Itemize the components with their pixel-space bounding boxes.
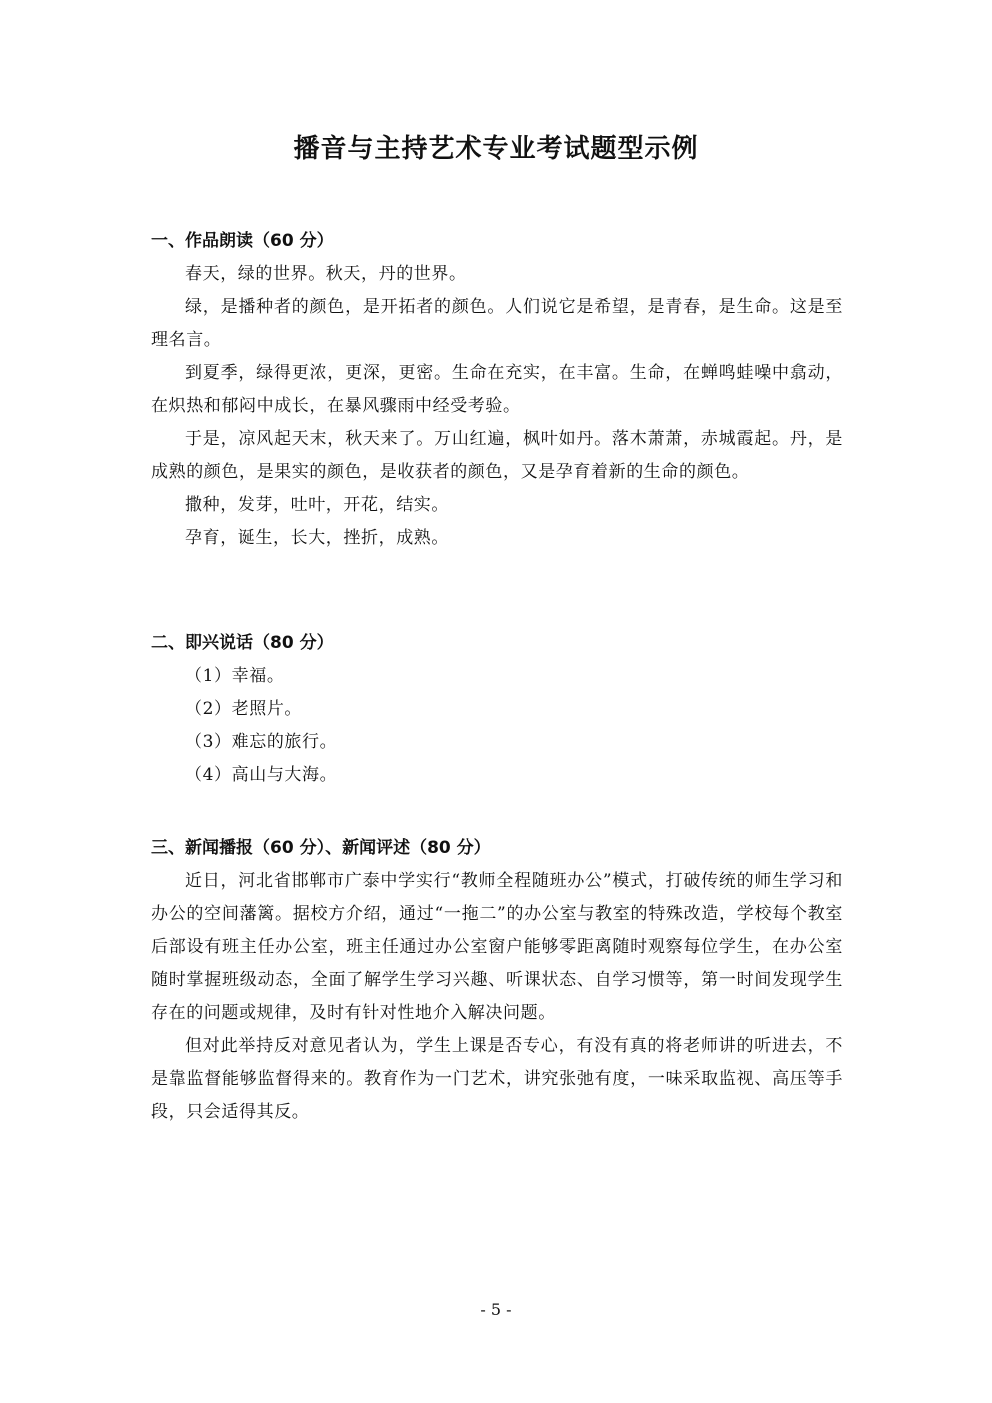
page-number: - 5 -	[480, 1300, 512, 1319]
paragraph: 撒种，发芽，吐叶，开花，结实。	[185, 495, 449, 515]
section-heading: 三、新闻播报（60 分）、新闻评述（80 分）	[151, 838, 491, 858]
paragraph: 到夏季，绿得更浓，更深，更密。生命在充实，在丰富。生命，在蝉鸣蛙噪中翕动，在炽热和郁闷中成长，在暴风骤雨中经受考验。	[151, 363, 843, 416]
paragraph: 但对此举持反对意见者认为，学生上课是否专心，有没有真的将老师讲的听进去，不是靠监督能够监督得来的。教育作为一门艺术，讲究张弛有度，一味采取监视、高压等手段，只会适得其反。	[151, 1036, 843, 1122]
list-item: （1）幸福。	[185, 666, 285, 686]
list-item: （4）高山与大海。	[185, 765, 338, 785]
paragraph: 近日，河北省邯郸市广泰中学实行“教师全程随班办公”模式，打破传统的师生学习和办公的空间藩篱。据校方介绍，通过“一拖二”的办公室与教室的特殊改造，学校每个教室后部设有班主任办公室，班主任通过办公室窗户能够零距离随时观察每位学生，在办公室随时掌握班级动态，全面了解学生学习兴趣、听课状态、自学习惯等，第一时间发现学生存在的问题或规律，及时有针对性地介入解决问题。	[151, 871, 843, 1023]
section-news	[151, 832, 843, 1129]
paragraph: 于是，凉风起天末，秋天来了。万山红遍，枫叶如丹。落木萧萧，赤城霞起。丹，是成熟的颜色，是果实的颜色，是收获者的颜色，又是孕育着新的生命的颜色。	[151, 429, 843, 482]
paragraph: 绿，是播种者的颜色，是开拓者的颜色。人们说它是希望，是青春，是生命。这是至理名言。	[151, 297, 843, 350]
paragraph: 孕育，诞生，长大，挫折，成熟。	[185, 528, 449, 548]
list-item: （2）老照片。	[185, 699, 303, 719]
section-heading: 二、即兴说话（80 分）	[151, 633, 334, 653]
paragraph: 春天，绿的世界。秋天，丹的世界。	[185, 264, 467, 284]
section-heading: 一、作品朗读（60 分）	[151, 231, 334, 251]
section-impromptu	[151, 627, 843, 792]
page-title: 播音与主持艺术专业考试题型示例	[293, 134, 699, 164]
section-reading	[151, 225, 843, 555]
list-item: （3）难忘的旅行。	[185, 732, 338, 752]
